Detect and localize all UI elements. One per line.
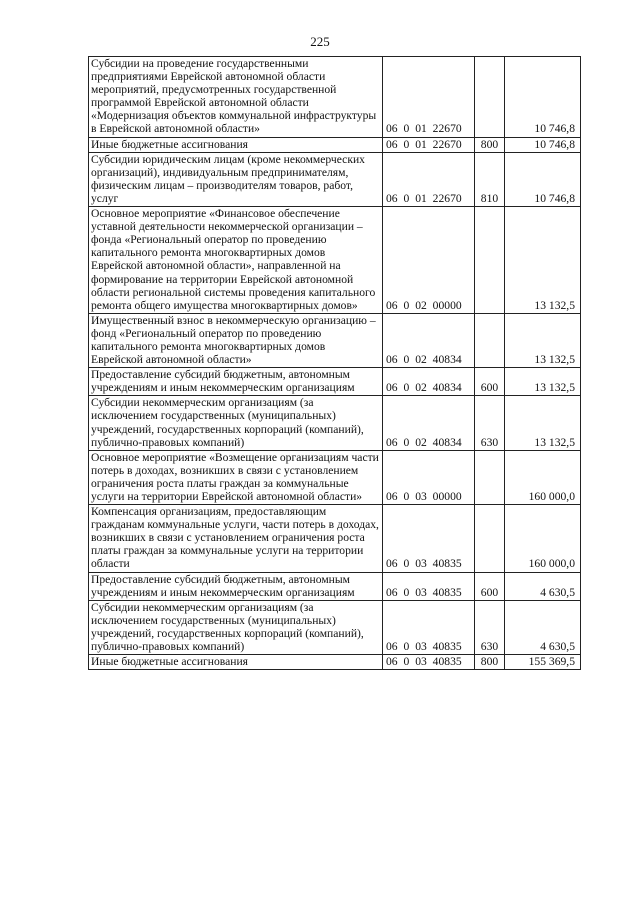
- row-amount: 160 000,0: [505, 450, 581, 504]
- row-description: Имущественный взнос в некоммерческую организацию – фонд «Региональный оператор по проведению капитального ремонта многоквартирных домов Еврейской автономной области»: [89, 313, 383, 367]
- table-row: [89, 450, 581, 504]
- row-target-article-code: 06 0 03 40835: [383, 600, 475, 654]
- row-amount: 155 369,5: [505, 655, 581, 670]
- row-amount: 13 132,5: [505, 368, 581, 396]
- row-expense-type-code: [475, 207, 505, 314]
- row-description: Основное мероприятие «Возмещение организациям части потерь в доходах, возникших в связи с установлением ограничения роста платы граждан за коммунальные услуги на территории Еврейской автономной области»: [89, 450, 383, 504]
- budget-table: [88, 56, 581, 670]
- table-row: [89, 57, 581, 138]
- row-target-article-code: 06 0 02 00000: [383, 207, 475, 314]
- row-target-article-code: 06 0 01 22670: [383, 57, 475, 138]
- row-amount: 4 630,5: [505, 600, 581, 654]
- row-amount: 10 746,8: [505, 152, 581, 206]
- row-description: Предоставление субсидий бюджетным, автономным учреждениям и иным некоммерческим организациям: [89, 572, 383, 600]
- row-amount: 13 132,5: [505, 207, 581, 314]
- row-expense-type-code: 810: [475, 152, 505, 206]
- row-description: Компенсация организациям, предоставляющим гражданам коммунальные услуги, части потерь в доходах, возникших в связи с установлением ограничения роста платы граждан за коммунальные услуги на территории области: [89, 505, 383, 572]
- table-row: [89, 396, 581, 450]
- table-row: [89, 505, 581, 572]
- row-expense-type-code: [475, 57, 505, 138]
- table-row: [89, 655, 581, 670]
- row-description: Иные бюджетные ассигнования: [89, 655, 383, 670]
- row-expense-type-code: 630: [475, 600, 505, 654]
- table-row: [89, 368, 581, 396]
- row-expense-type-code: 600: [475, 368, 505, 396]
- table-row: [89, 600, 581, 654]
- table-row: [89, 137, 581, 152]
- row-amount: 160 000,0: [505, 505, 581, 572]
- table-row: [89, 313, 581, 367]
- table-row: [89, 152, 581, 206]
- row-target-article-code: 06 0 03 00000: [383, 450, 475, 504]
- row-amount: 4 630,5: [505, 572, 581, 600]
- page-number: 225: [310, 34, 330, 49]
- budget-table-body: [89, 57, 581, 670]
- row-target-article-code: 06 0 01 22670: [383, 137, 475, 152]
- row-description: Субсидии некоммерческим организациям (за исключением государственных (муниципальных) учреждений, государственных корпораций (компаний), публично-правовых компаний): [89, 396, 383, 450]
- row-target-article-code: 06 0 02 40834: [383, 313, 475, 367]
- row-amount: 10 746,8: [505, 57, 581, 138]
- row-expense-type-code: 800: [475, 655, 505, 670]
- row-description: Основное мероприятие «Финансовое обеспечение уставной деятельности некоммерческой организации – фонда «Региональный оператор по проведению капитального ремонта многоквартирных домов Еврейской автономной области», направленной на формирование на территории Еврейской автономной области региональной системы проведения капитального ремонта общего имущества многоквартирных домов»: [89, 207, 383, 314]
- row-description: Субсидии юридическим лицам (кроме некоммерческих организаций), индивидуальным предпринимателям, физическим лицам – производителям товаров, работ, услуг: [89, 152, 383, 206]
- row-amount: 13 132,5: [505, 396, 581, 450]
- row-target-article-code: 06 0 03 40835: [383, 655, 475, 670]
- row-expense-type-code: [475, 313, 505, 367]
- row-target-article-code: 06 0 02 40834: [383, 368, 475, 396]
- row-target-article-code: 06 0 03 40835: [383, 572, 475, 600]
- row-target-article-code: 06 0 01 22670: [383, 152, 475, 206]
- row-expense-type-code: [475, 450, 505, 504]
- table-row: [89, 207, 581, 314]
- row-expense-type-code: [475, 505, 505, 572]
- row-amount: 13 132,5: [505, 313, 581, 367]
- row-target-article-code: 06 0 02 40834: [383, 396, 475, 450]
- row-target-article-code: 06 0 03 40835: [383, 505, 475, 572]
- row-expense-type-code: 600: [475, 572, 505, 600]
- row-expense-type-code: 630: [475, 396, 505, 450]
- row-description: Субсидии на проведение государственными предприятиями Еврейской автономной области мероприятий, предусмотренных государственной программой Еврейской автономной области «Модернизация объектов коммунальной инфраструктуры в Еврейской автономной области»: [89, 57, 383, 138]
- table-row: [89, 572, 581, 600]
- row-description: Иные бюджетные ассигнования: [89, 137, 383, 152]
- row-expense-type-code: 800: [475, 137, 505, 152]
- row-description: Предоставление субсидий бюджетным, автономным учреждениям и иным некоммерческим организациям: [89, 368, 383, 396]
- row-description: Субсидии некоммерческим организациям (за исключением государственных (муниципальных) учреждений, государственных корпораций (компаний), публично-правовых компаний): [89, 600, 383, 654]
- row-amount: 10 746,8: [505, 137, 581, 152]
